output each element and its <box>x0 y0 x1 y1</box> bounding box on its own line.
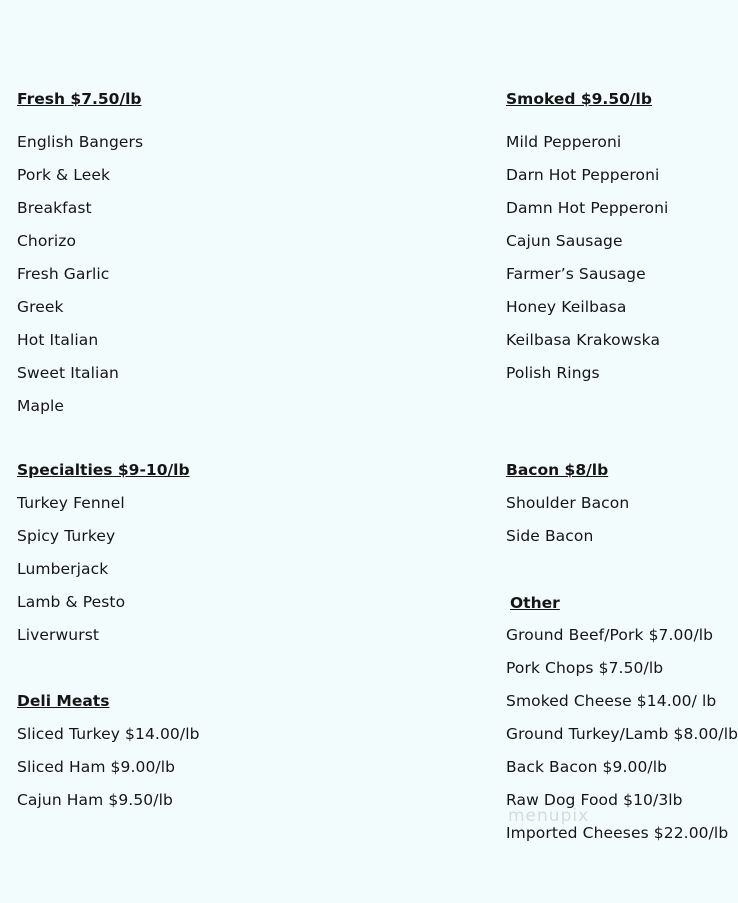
fresh-heading: Fresh $7.50/lb <box>17 90 142 108</box>
list-item: Breakfast <box>17 199 92 217</box>
list-item: Hot Italian <box>17 331 99 349</box>
list-item: Sliced Ham $9.00/lb <box>17 758 176 776</box>
list-item: Greek <box>17 298 64 316</box>
list-item: Cajun Sausage <box>506 232 623 250</box>
list-item: Back Bacon $9.00/lb <box>506 758 668 776</box>
fresh-section <box>17 89 143 429</box>
list-item: Ground Turkey/Lamb $8.00/lb <box>506 725 738 743</box>
list-item: Shoulder Bacon <box>506 494 630 512</box>
smoked-list <box>506 132 668 396</box>
list-item: Sweet Italian <box>17 364 119 382</box>
list-item: Cajun Ham $9.50/lb <box>17 791 173 809</box>
list-item: Polish Rings <box>506 364 600 382</box>
list-item: Spicy Turkey <box>17 527 116 545</box>
list-item: Mild Pepperoni <box>506 133 622 151</box>
list-item: Honey Keilbasa <box>506 298 627 316</box>
list-item: Imported Cheeses $22.00/lb <box>506 824 729 842</box>
list-item: Farmer’s Sausage <box>506 265 646 283</box>
list-item: Pork & Leek <box>17 166 111 184</box>
deli-heading: Deli Meats <box>17 692 110 710</box>
specialties-list <box>17 493 190 658</box>
list-item: Damn Hot Pepperoni <box>506 199 669 217</box>
list-item: Sliced Turkey $14.00/lb <box>17 725 200 743</box>
list-item: Darn Hot Pepperoni <box>506 166 660 184</box>
smoked-heading: Smoked $9.50/lb <box>506 90 652 108</box>
list-item: Lamb & Pesto <box>17 593 126 611</box>
list-item: Side Bacon <box>506 527 594 545</box>
list-item: Keilbasa Krakowska <box>506 331 661 349</box>
list-item: Pork Chops $7.50/lb <box>506 659 664 677</box>
deli-list <box>17 724 200 823</box>
list-item: Lumberjack <box>17 560 109 578</box>
list-item: Turkey Fennel <box>17 494 125 512</box>
smoked-section <box>506 89 668 396</box>
list-item: Maple <box>17 397 65 415</box>
list-item: Ground Beef/Pork $7.00/lb <box>506 626 714 644</box>
deli-section <box>17 691 200 823</box>
other-heading: Other <box>510 594 560 612</box>
bacon-section <box>506 460 629 559</box>
specialties-heading: Specialties $9-10/lb <box>17 461 190 479</box>
list-item: Raw Dog Food $10/3lb <box>506 791 683 809</box>
list-item: English Bangers <box>17 133 144 151</box>
list-item: Fresh Garlic <box>17 265 110 283</box>
watermark: menupix <box>508 806 590 826</box>
fresh-list <box>17 132 143 429</box>
list-item: Chorizo <box>17 232 77 250</box>
bacon-list <box>506 493 629 559</box>
list-item: Smoked Cheese $14.00/ lb <box>506 692 717 710</box>
specialties-section <box>17 460 190 658</box>
list-item: Liverwurst <box>17 626 100 644</box>
bacon-heading: Bacon $8/lb <box>506 461 609 479</box>
